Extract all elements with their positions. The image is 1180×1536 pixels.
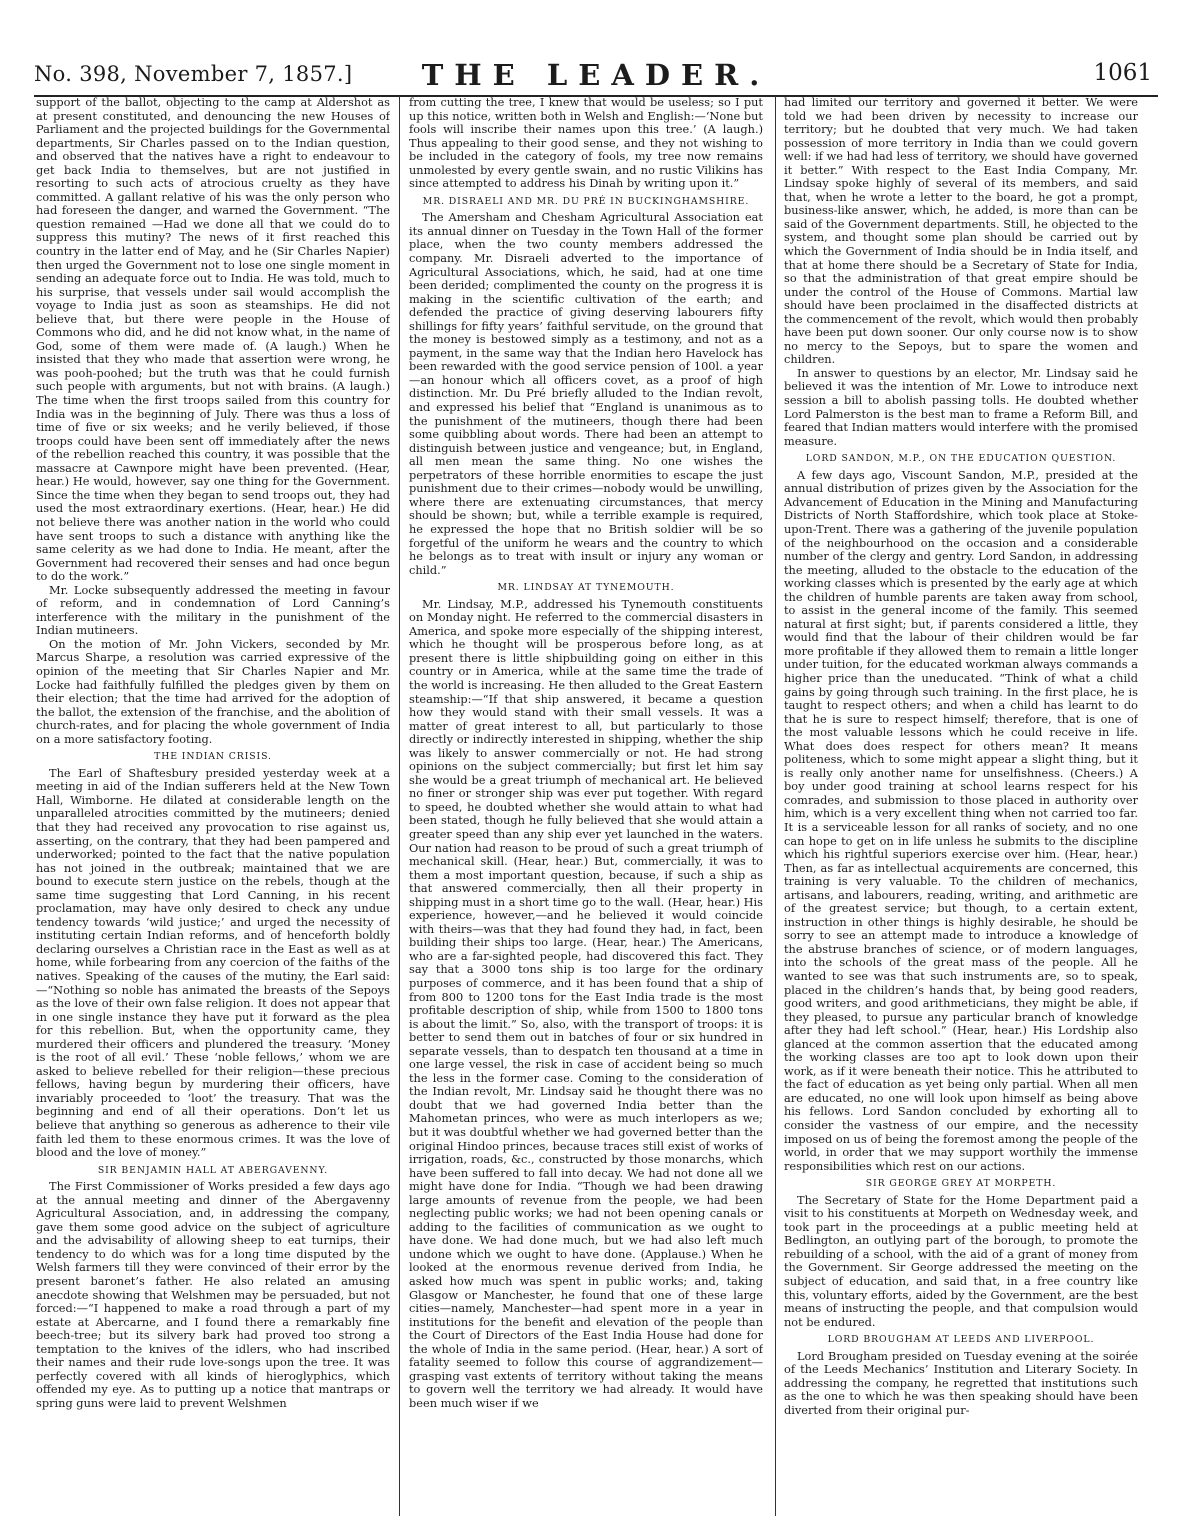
- article-paragraph: A few days ago, Viscount Sandon, M.P., presided at the annual distribution of prizes given by the Association for the Advancement of Education in the Mining and Manufacturing Districts of North Staffordshire, which took place at Stoke-upon-Trent. There was a gathering of the juvenile population of the neighbourhood on the occasion and a considerable number of the clergy and gentry. Lord Sandon, in addressing the meeting, alluded to the obstacle to the education of the working classes which is presented by the early age at which the children of humble parents are taken away from school, to assist in the general income of the family. This seemed natural at first sight; but, if parents considered a little, they would find that the labour of their children would be far more profitable if they allowed them to remain a little longer under tuition, for the educated workman always commands a higher price than the uneducated. “Think of what a child gains by going through such training. In the first place, he is taught to respect others; and when a child has learnt to do that he is sure to respect himself; therefore, that is one of the most valuable lessons which he could receive in life. What does does respect for others mean? It means politeness, which to some might appear a slight thing, but it is really only another name for unselfishness. (Cheers.) A boy under good training at school learns respect for his comrades, and submission to those placed in authority over him, which is a very excellent thing when not carried too far. It is a serviceable lesson for all ranks of society, and no one can hope to get on in life unless he submits to the discipline which his rightful superiors exercise over him. (Hear, hear.) Then, as far as intellectual acquirements are concerned, this training is very valuable. To the children of mechanics, artisans, and labourers, reading, writing, and arithmetic are of the greatest service; but though, to a certain extent, instruction in other things is highly desirable, he should be sorry to see an attempt made to introduce a knowledge of the abstruse branches of science, or of modern languages, into the schools of the great mass of the people. All he wanted to see was that such instruments are, so to speak, placed in the children’s hands that, by being good readers, good writers, and good arithmeticians, they might be able, if they pleased, to pursue any particular branch of knowledge after they had left school.” (Hear, hear.) His Lordship also glanced at the common assertion that the educated among the working classes are too apt to look down upon their work, as if it were beneath their notice. This he attributed to the fact of education as yet being only partial. When all men are educated, no one will look upon himself as being above his fellows. Lord Sandon concluded by exhorting all to consider the vastness of our empire, and the necessity imposed on us of being the foremost among the people of the world, in order that we may support worthily the immense responsibilities which rest on our actions.: [784, 467, 1138, 1173]
- article-paragraph: support of the ballot, objecting to the camp at Aldershot as at present constituted, and denouncing the new Houses of Parliament and the projected buildings for the Governmental departments, Sir Charles passed on to the Indian question, and observed that the natives have a right to endeavour to get back India to themselves, but are not justified in resorting to such acts of atrocious cruelty as they have committed. A gallant relative of his was the only person who had foreseen the danger, and warned the Government. “The question remained —Had we done all that we could do to suppress this mutiny? The news of it first reached this country in the latter end of May, and he (Sir Charles Napier) then urged the Government not to lose one single moment in sending an adequate force out to India. He was told, much to his surprise, that vessels under sail would accomplish the voyage to India just as soon as steamships. He did not believe that, but there were people in the House of Commons who did, and he did not know what, in the name of God, some of them were made of. (A laugh.) When he insisted that they who made that assertion were wrong, he was pooh-poohed; but the truth was that he could furnish such people with arguments, but not with brains. (A laugh.) The time when the first troops sailed from this country for India was in the beginning of July. There was thus a loss of time of five or six weeks; and he verily believed, if those troops could have been sent off immediately after the news of the rebellion reached this country, it was possible that the massacre at Cawnpore might have been prevented. (Hear, hear.) He would, however, say one thing for the Government. Since the time when they began to send troops out, they had used the most extraordinary exertions. (Hear, hear.) He did not believe there was another nation in the world who could have sent troops to such a distance with anything like the same celerity as we had done to India. He meant, after the Government had recovered their senses and had once begun to do the work.”: [36, 96, 390, 584]
- page-number: 1061: [1093, 60, 1152, 86]
- section-heading: MR. LINDSAY AT TYNEMOUTH.: [497, 582, 675, 594]
- article-paragraph: Mr. Locke subsequently addressed the meeting in favour of reform, and in condemnation of Lord Canning’s interference with the military in the punishment of the Indian mutineers.: [36, 582, 390, 638]
- article-paragraph: Mr. Lindsay, M.P., addressed his Tynemouth constituents on Monday night. He referred to the commercial disasters in America, and spoke more especially of the shipping interest, which he thought will be prosperous before long, as at present there is little shipbuilding going on either in this country or in America, while at the same time the trade of the world is increasing. He then alluded to the Great Eastern steamship:—“If that ship answered, it became a question how they would stand with their small vessels. It was a matter of great interest to all, but particularly to those directly or indirectly interested in shipping, whether the ship was likely to answer commercially or not. He had strong opinions on the subject commercially; but first let him say she would be a great triumph of mechanical art. He believed no finer or stronger ship was ever put together. With regard to speed, he doubted whether she would attain to what had been stated, though he fully believed that she would attain a greater speed than any ship ever yet launched in the waters. Our nation had reason to be proud of such a great triumph of mechanical skill. (Hear, hear.) But, commercially, it was to them a most important question, because, if such a ship as that answered commercially, then all their property in shipping must in a short time go to the wall. (Hear, hear.) His experience, however,—and he believed it would coincide with theirs—was that they had found they had, in fact, been building their ships too large. (Hear, hear.) The Americans, who are a far-sighted people, had discovered this fact. They say that a 3000 tons ship is too large for the ordinary purposes of commerce, and it has been found that a ship of from 800 to 1200 tons for the East India trade is the most profitable description of ship, while from 1500 to 1800 tons is about the limit.” So, also, with the transport of troops: it is better to send them out in batches of four or six hundred in separate vessels, than to despatch ten thousand at a time in one large vessel, the risk in case of accident being so much the less in the former case. Coming to the consideration of the Indian revolt, Mr. Lindsay said he thought there was no doubt that we had governed India better than the Mahometan princes, who were as much interlopers as we; but it was doubtful whether we had governed better than the original Hindoo princes, because traces still exist of works of irrigation, roads, &c., constructed by those monarchs, which have been suffered to fall into decay. We had not done all we might have done for India. “Though we had been drawing large amounts of revenue from the people, we had been neglecting public works; we had not been opening canals or adding to the facilities of communication as we ought to have done. We had done much, but we had also left much undone which we ought to have done. (Applause.) When he looked at the enormous revenue derived from India, he asked how much was spent in public works; and, taking Glasgow or Manchester, he found that one of these large cities—namely, Manchester—had spent more in a year in institutions for the benefit and elevation of the people than the Court of Directors of the East India House had done for the whole of India in the same period. (Hear, hear.) A sort of fatality seemed to follow this course of aggrandizement—grasping vast extents of territory without taking the means to govern well the territory we had already. It would have been much wiser if we: [409, 596, 763, 1410]
- article-paragraph: from cutting the tree, I knew that would be useless; so I put up this notice, written both in Welsh and English:—‘None but fools will inscribe their names upon this tree.’ (A laugh.) Thus appealing to their good sense, and they not wishing to be included in the category of fools, my tree now remains unmolested by every gentle swain, and no rustic Vilikins has since attempted to address his Dinah by writing upon it.”: [409, 96, 763, 191]
- section-heading: LORD SANDON, M.P., ON THE EDUCATION QUESTION.: [805, 453, 1117, 465]
- article-paragraph: had limited our territory and governed it better. We were told we had been driven by necessity to increase our territory; but he doubted that very much. We had taken possession of more territory in India than we could govern well: if we had had less of territory, we should have governed it better.” With respect to the East India Company, Mr. Lindsay spoke highly of several of its members, and said that, when he wrote a letter to the board, he got a prompt, business-like answer, which, he added, is more than can be said of the Government departments. Still, he objected to the system, and thought some plan should be carried out by which the Government of India should be in India itself, and that at home there should be a Secretary of State for India, so that the administration of that great empire should be under the control of the House of Commons. Martial law should have been proclaimed in the disaffected districts at the commencement of the revolt, which would then probably have been put down sooner. Our only course now is to show no mercy to the Sepoys, but to spare the women and children.: [784, 96, 1138, 367]
- article-paragraph: The First Commissioner of Works presided a few days ago at the annual meeting and dinner of the Abergavenny Agricultural Association, and, in addressing the company, gave them some good advice on the subject of agriculture and the advisability of allowing sheep to eat turnips, their tendency to do which was for a long time disputed by the Welsh farmers till they were convinced of their error by the present baronet’s father. He also related an amusing anecdote showing that Welshmen may be persuaded, but not forced:—“I happened to make a road through a part of my estate at Abercarne, and I found there a remarkably fine beech-tree; but its silvery bark had proved too strong a temptation to the knives of the idlers, who had inscribed their names and their rude love-songs upon the tree. It was perfectly covered with all kinds of hieroglyphics, which offended my eye. As to putting up a notice that mantraps or spring guns were laid to prevent Welshmen: [36, 1179, 390, 1410]
- section-heading: SIR GEORGE GREY AT MORPETH.: [865, 1178, 1057, 1190]
- column-divider: [775, 96, 776, 1516]
- article-paragraph: On the motion of Mr. John Vickers, seconded by Mr. Marcus Sharpe, a resolution was carried expressive of the opinion of the meeting that Sir Charles Napier and Mr. Locke had faithfully fulfilled the pledges given by them on their election; that the time had arrived for the adoption of the ballot, the extension of the franchise, and the abolition of church-rates, and for placing the whole government of India on a more satisfactory footing.: [36, 636, 390, 746]
- masthead: [34, 58, 1158, 98]
- column-divider: [399, 96, 400, 1516]
- article-paragraph: The Earl of Shaftesbury presided yesterday week at a meeting in aid of the Indian sufferers held at the New Town Hall, Wimborne. He dilated at considerable length on the unparalleled atrocities committed by the mutineers; denied that they had received any provocation to rise against us, asserting, on the contrary, that they had been pampered and underworked; pointed to the fact that the native population has not joined in the outbreak; maintained that we are bound to execute stern justice on the rebels, though at the same time suggesting that Lord Canning, in his recent proclamation, may have only desired to check any undue tendency towards ‘wild justice;’ and urged the necessity of instituting certain Indian reforms, and of henceforth boldly declaring ourselves a Christian race in the East as well as at home, while forbearing from any coercion of the faiths of the natives. Speaking of the causes of the mutiny, the Earl said:—“Nothing so noble has animated the breasts of the Sepoys as the love of their own false religion. It does not appear that in one single instance they have put it forward as the plea for this rebellion. But, when the opportunity came, they murdered their officers and plundered the treasury. ‘Money is the root of all evil.’ These ‘noble fellows,’ whom we are asked to believe rebelled for their religion—these precious fellows, having begun by murdering their officers, have invariably proceeded to ‘loot’ the treasury. That was the beginning and end of all their operations. Don’t let us believe that anything so generous as adherence to their vile faith led them to these enormous crimes. It was the love of blood and the love of money.”: [36, 765, 390, 1160]
- column-2: [409, 96, 763, 1516]
- article-paragraph: In answer to questions by an elector, Mr. Lindsay said he believed it was the intention of Mr. Lowe to introduce next session a bill to abolish passing tolls. He doubted whether Lord Palmerston is the best man to frame a Reform Bill, and feared that Indian matters would interfere with the promised measure.: [784, 365, 1138, 448]
- column-3: [784, 96, 1138, 1516]
- section-heading: LORD BROUGHAM AT LEEDS AND LIVERPOOL.: [827, 1334, 1095, 1346]
- issue-date: No. 398, November 7, 1857.]: [34, 62, 353, 86]
- newspaper-title: THE LEADER.: [421, 58, 771, 92]
- column-1: [36, 96, 390, 1516]
- section-heading: MR. DISRAELI AND MR. DU PRÉ IN BUCKINGHAMSHIRE.: [422, 195, 750, 207]
- article-paragraph: The Amersham and Chesham Agricultural Association eat its annual dinner on Tuesday in the Town Hall of the former place, when the two county members addressed the company. Mr. Disraeli adverted to the importance of Agricultural Associations, which, he said, had at one time been derided; complimented the county on the progress it is making in the scientific cultivation of the earth; and defended the practice of giving deserving labourers fifty shillings for fifty years’ faithful servitude, on the ground that the money is bestowed simply as a testimony, and not as a payment, in the same way that the Indian hero Havelock has been rewarded with the good service pension of 100l. a year—an honour which all officers covet, as a proof of high distinction. Mr. Du Pré briefly alluded to the Indian revolt, and expressed his belief that “England is unanimous as to the punishment of the mutineers, though there had been some quibbling about words. There had been an attempt to distinguish between justice and vengeance; but, in England, all men mean the same thing. No one wishes the perpetrators of these horrible enormities to escape the just punishment due to their crimes—nobody would be unwilling, where there are extenuating circumstances, that mercy should be shown; but, while a terrible example is required, he expressed the hope that no British soldier will be so forgetful of the uniform he wears and the country to which he belongs as to treat with insult or injury any woman or child.”: [409, 210, 763, 577]
- section-heading: SIR BENJAMIN HALL AT ABERGAVENNY.: [97, 1164, 329, 1176]
- article-paragraph: The Secretary of State for the Home Department paid a visit to his constituents at Morpeth on Wednesday week, and took part in the proceedings at a public meeting held at Bedlington, an outlying part of the borough, to promote the rebuilding of a school, with the aid of a grant of money from the Government. Sir George addressed the meeting on the subject of education, and said that, in a free country like this, voluntary efforts, aided by the Government, are the best means of instructing the people, and that compulsion would not be endured.: [784, 1192, 1138, 1329]
- section-heading: THE INDIAN CRISIS.: [154, 751, 272, 763]
- article-paragraph: Lord Brougham presided on Tuesday evening at the soirée of the Leeds Mechanics’ Institution and Literary Society. In addressing the company, he regretted that institutions such as the one to which he was then speaking should have been diverted from their original pur-: [784, 1348, 1138, 1417]
